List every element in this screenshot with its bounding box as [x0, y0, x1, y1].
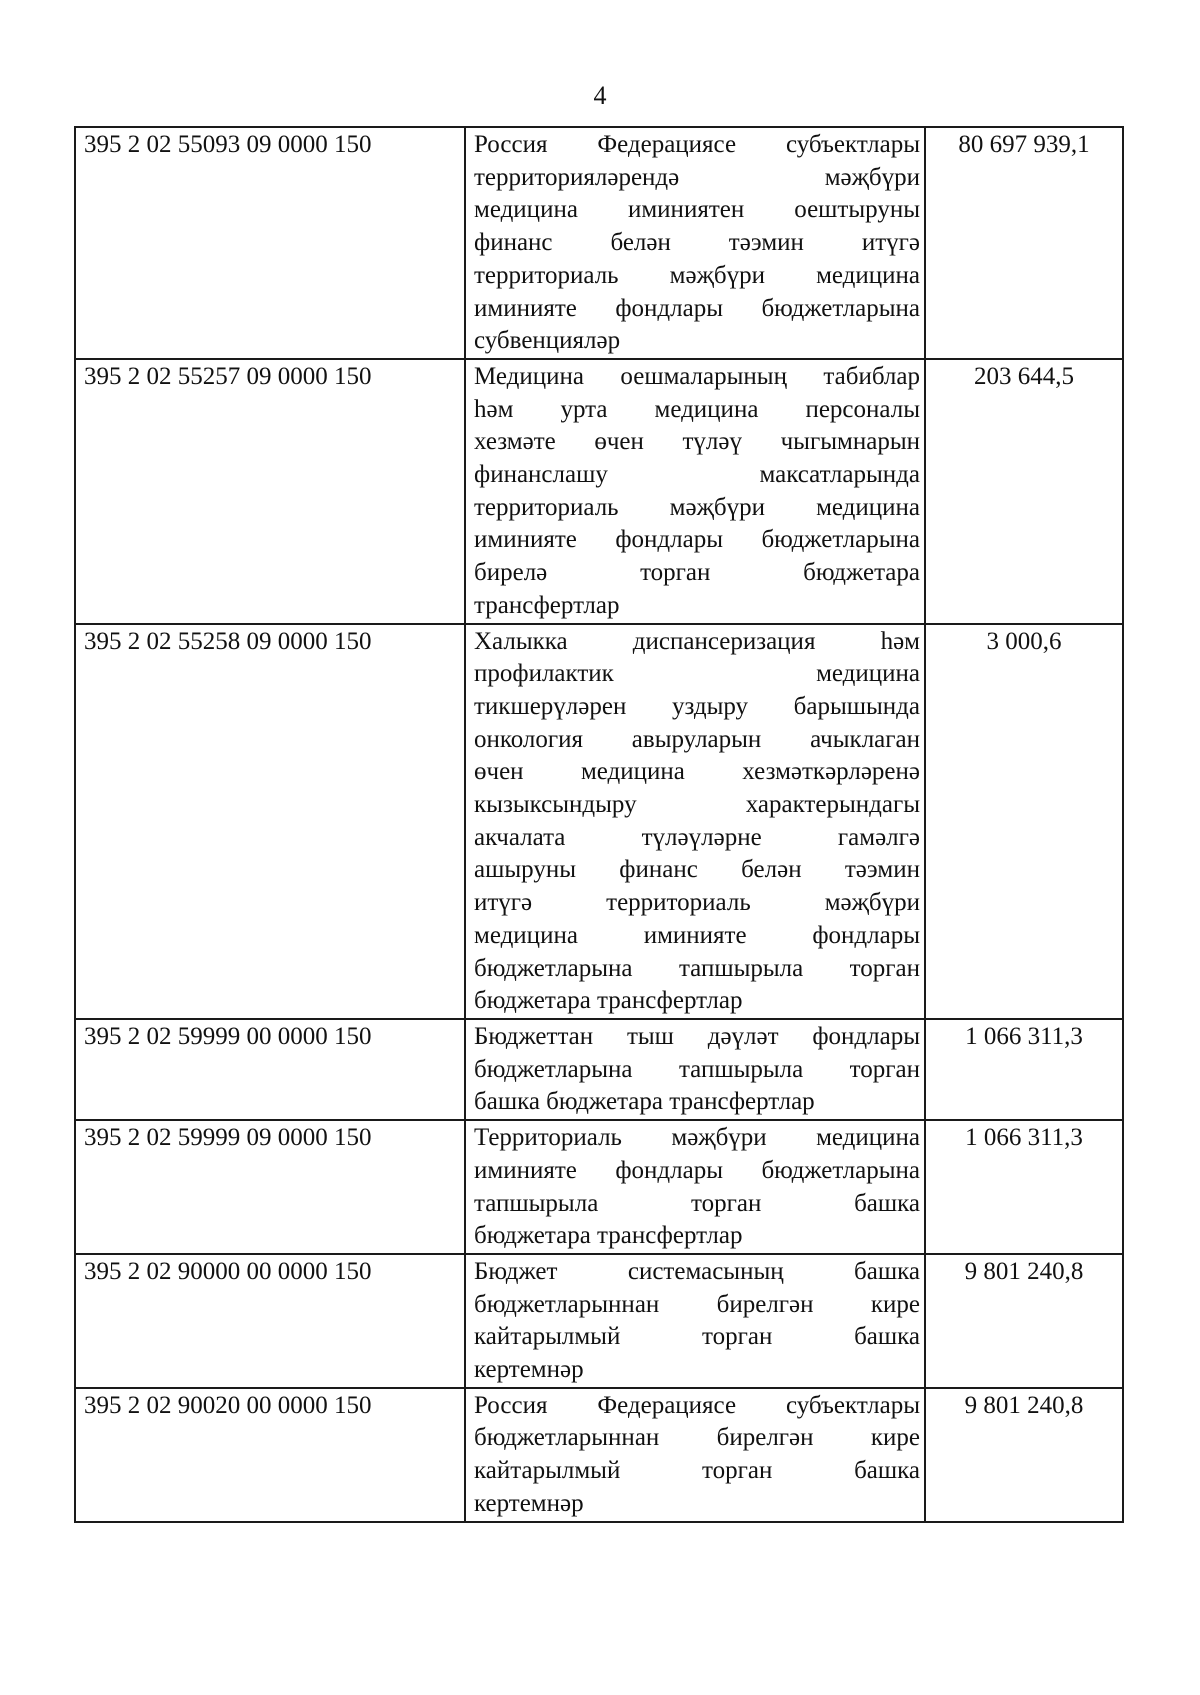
budget-classification-code: 395 2 02 55093 09 0000 150 [75, 127, 465, 359]
revenue-description [465, 624, 925, 1019]
budget-classification-code: 395 2 02 55257 09 0000 150 [75, 359, 465, 624]
description-line: Бюджеттан тыш дәүләт фондлары [474, 1022, 920, 1050]
description-line: финанс белән тәэмин итүгә [474, 229, 920, 257]
description-line: иминияте фондлары бюджетларына [474, 526, 920, 554]
description-line: медицина иминияте фондлары [474, 921, 920, 949]
description-line: трансфертлар [474, 591, 620, 619]
description-line: профилактик медицина [474, 660, 920, 688]
description-line: кызыксындыру характерындагы [474, 791, 920, 819]
description-line: иминияте фондлары бюджетларына [474, 294, 920, 322]
description-line: субвенцияләр [474, 327, 621, 355]
description-line: Россия Федерациясе субъектлары [474, 131, 920, 158]
description-line: иминияте фондлары бюджетларына [474, 1156, 920, 1184]
budget-classification-code: 395 2 02 59999 00 0000 150 [75, 1019, 465, 1120]
budget-classification-code: 395 2 02 90000 00 0000 150 [75, 1254, 465, 1388]
amount-value: 1 066 311,3 [925, 1120, 1123, 1254]
amount-value: 3 000,6 [925, 624, 1123, 1019]
description-line: финанслашу максатларында [474, 461, 920, 489]
description-line: бюджетара трансфертлар [474, 987, 743, 1015]
budget-classification-code: 395 2 02 90020 00 0000 150 [75, 1388, 465, 1522]
amount-value: 203 644,5 [925, 359, 1123, 624]
description-line: башка бюджетара трансфертлар [474, 1088, 815, 1116]
revenue-description [465, 1254, 925, 1388]
description-line: өчен медицина хезмәткәрләренә [474, 758, 920, 786]
description-line: бюджетларыннан бирелгән кире [474, 1290, 920, 1318]
table-row [75, 127, 1123, 359]
description-line: кертемнәр [474, 1489, 584, 1517]
description-line: бюджетларына тапшырыла торган [474, 954, 920, 982]
description-line: территориаль мәҗбүри медицина [474, 493, 920, 521]
revenue-description [465, 1019, 925, 1120]
amount-value: 9 801 240,8 [925, 1254, 1123, 1388]
amount-value: 80 697 939,1 [925, 127, 1123, 359]
table-row [75, 1120, 1123, 1254]
description-line: хезмәте өчен түләү чыгымнарын [474, 428, 920, 456]
description-line: бюджетара трансфертлар [474, 1222, 743, 1250]
description-line: онкология авыруларын ачыклаган [474, 725, 920, 753]
table-row [75, 359, 1123, 624]
description-line: бюджетларына тапшырыла торган [474, 1055, 920, 1083]
description-line: Медицина оешмаларының табиблар [474, 362, 920, 390]
description-line: тикшерүләрен уздыру барышында [474, 692, 920, 720]
description-line: ашыруны финанс белән тәэмин [474, 856, 920, 884]
description-line: кайтарылмый торган башка [474, 1457, 920, 1485]
description-line: акчалата түләүләрне гамәлгә [474, 823, 920, 851]
description-line: кайтарылмый торган башка [474, 1323, 920, 1351]
description-line: кертемнәр [474, 1356, 584, 1384]
revenue-description [465, 1388, 925, 1522]
amount-value: 1 066 311,3 [925, 1019, 1123, 1120]
description-line: итүгә территориаль мәҗбүри [474, 889, 920, 917]
table-body [75, 127, 1123, 1522]
budget-classification-code: 395 2 02 55258 09 0000 150 [75, 624, 465, 1019]
revenue-description [465, 127, 925, 359]
page-number: 4 [593, 81, 607, 110]
description-line: тапшырыла торган башка [474, 1189, 920, 1217]
table-row [75, 1388, 1123, 1522]
description-line: Бюджет системасының башка [474, 1257, 920, 1285]
budget-revenue-table [74, 126, 1124, 1523]
description-line: бирелә торган бюджетара [474, 559, 920, 587]
revenue-description [465, 1120, 925, 1254]
description-line: Россия Федерациясе субъектлары [474, 1391, 920, 1419]
amount-value: 9 801 240,8 [925, 1388, 1123, 1522]
description-line: территорияләрендә мәҗбүри [474, 163, 920, 191]
budget-classification-code: 395 2 02 59999 09 0000 150 [75, 1120, 465, 1254]
table-row [75, 1254, 1123, 1388]
description-line: медицина иминиятен оештыруны [474, 196, 920, 224]
description-line: һәм урта медицина персоналы [474, 395, 920, 423]
description-line: бюджетларыннан бирелгән кире [474, 1424, 920, 1452]
revenue-description [465, 359, 925, 624]
description-line: Халыкка диспансеризация һәм [474, 627, 920, 655]
description-line: территориаль мәҗбүри медицина [474, 261, 920, 289]
description-line: Территориаль мәҗбүри медицина [474, 1124, 920, 1152]
table-row [75, 1019, 1123, 1120]
table-row [75, 624, 1123, 1019]
